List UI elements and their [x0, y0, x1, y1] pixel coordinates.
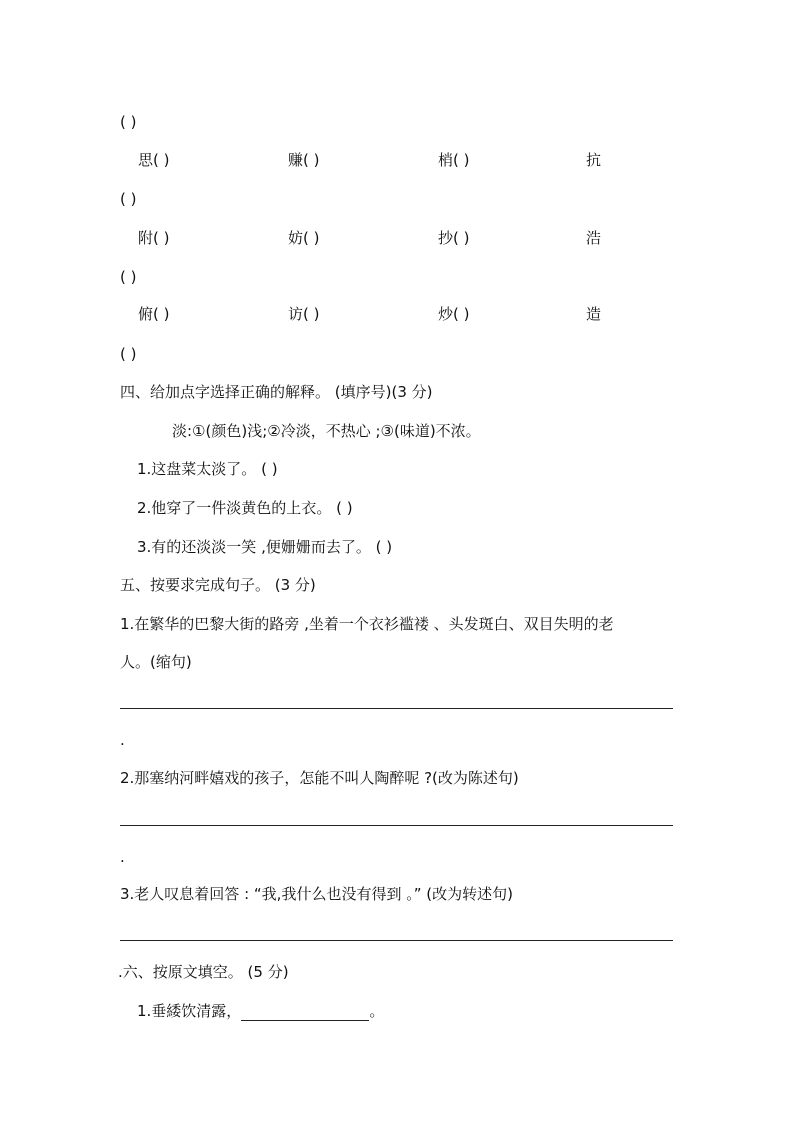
line-period-1: .	[120, 731, 125, 749]
char-cell-fu2: 俯( )	[138, 305, 170, 323]
char-cell-si: 思( )	[138, 151, 170, 169]
definition-dan: 淡:①(颜色)浅;②冷淡，不热心 ;③(味道)不浓。	[172, 422, 481, 440]
char-cell-zao: 造	[586, 305, 602, 323]
section-5-heading: 五、按要求完成句子。 (3 分)	[120, 576, 316, 594]
char-cell-fang2: 访( )	[288, 305, 320, 323]
question-4-3: 3.有的还淡淡一笑 ,便姗姗而去了。 ( )	[137, 538, 393, 556]
char-cell-shao: 梢( )	[438, 151, 470, 169]
question-4-2: 2.他穿了一件淡黄色的上衣。 ( )	[137, 499, 353, 517]
answer-line-5-3[interactable]	[120, 940, 673, 941]
question-5-1-line1: 1.在繁华的巴黎大街的路旁 ,坐着一个衣衫褴褛 、头发斑白、双目失明的老	[120, 615, 614, 633]
char-cell-kang-bracket: ( )	[120, 190, 137, 208]
fill-blank-6-1[interactable]	[241, 1004, 369, 1021]
question-4-1: 1.这盘菜太淡了。 ( )	[137, 460, 278, 478]
char-cell-zao-bracket: ( )	[120, 345, 137, 363]
char-cell-hao: 浩	[586, 229, 602, 247]
line-period-2: .	[120, 848, 125, 866]
answer-line-5-2[interactable]	[120, 825, 673, 826]
question-6-1	[137, 1001, 384, 1021]
char-cell-fu: 附( )	[138, 229, 170, 247]
question-5-2: 2.那塞纳河畔嬉戏的孩子，怎能不叫人陶醉呢 ?(改为陈述句)	[120, 769, 519, 787]
question-5-3: 3.老人叹息着回答 : “我,我什么也没有得到 。” (改为转述句)	[120, 885, 513, 903]
section-6-heading	[118, 962, 289, 982]
char-cell-chao: 抄( )	[438, 229, 470, 247]
question-5-1-line2: 人。(缩句)	[120, 653, 192, 671]
char-cell-hao-bracket: ( )	[120, 268, 137, 286]
section-6-heading-text: 六、按原文填空。 (5 分)	[122, 963, 289, 981]
section-4-heading: 四、给加点字选择正确的解释。 (填序号)(3 分)	[120, 383, 433, 401]
char-cell-kang: 抗	[586, 151, 602, 169]
answer-line-5-1[interactable]	[120, 708, 673, 709]
question-6-1-end: 。	[369, 1002, 385, 1020]
char-cell-chao2: 炒( )	[438, 305, 470, 323]
continuation-bracket: ( )	[120, 113, 137, 131]
section-6-heading-prefix: .	[118, 963, 123, 981]
char-cell-zhuan: 赚( )	[288, 151, 320, 169]
char-cell-fang: 妨( )	[288, 229, 320, 247]
question-6-1-text: 1.垂緌饮清露，	[137, 1002, 242, 1020]
